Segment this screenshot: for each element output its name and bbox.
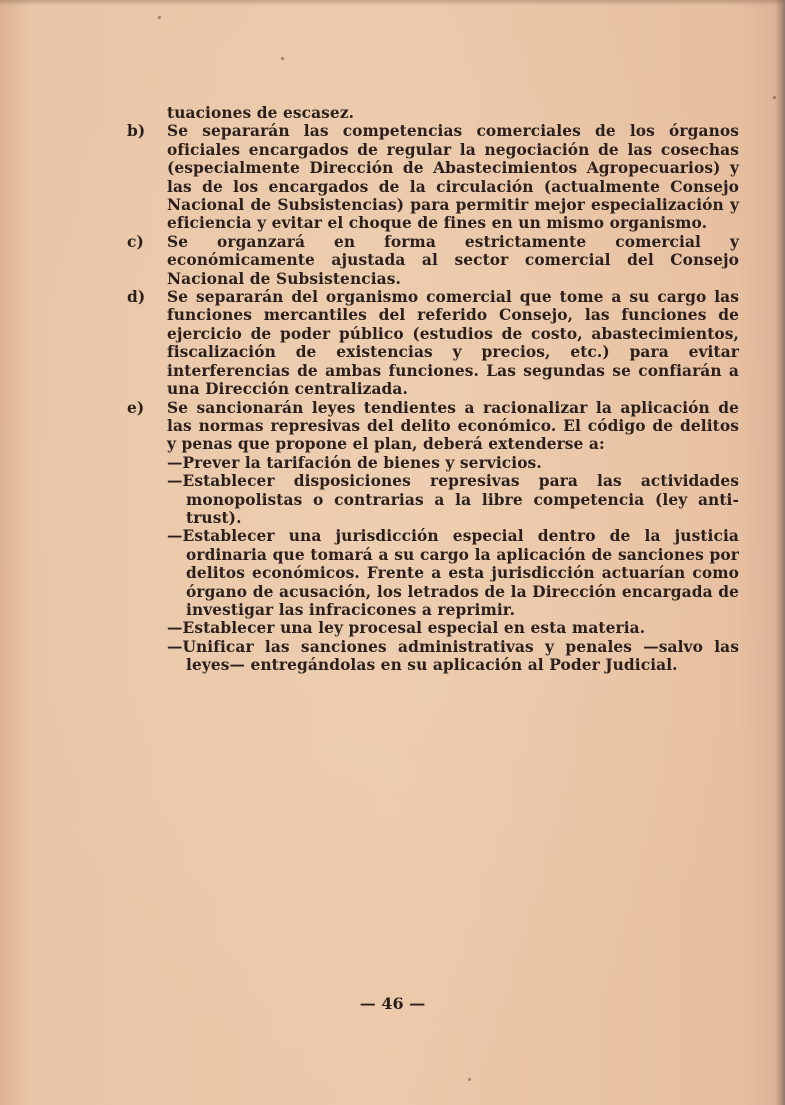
dash-list-item: —Establecer una jurisdicción especial dentro de la justicia ordinaria que tomará a su cargo la aplicación de sanciones por delitos económicos. Frente a esta jurisdicción actuarían como órgano de acusación, los letrados de la Dirección encargada de investigar las infracicones a reprimir. [167, 527, 739, 619]
body-text [127, 104, 739, 675]
dash-list [167, 454, 739, 675]
paragraph-e [127, 399, 739, 675]
paper-speck [773, 96, 776, 99]
page-number: — 46 — [359, 994, 426, 1013]
dash-list-item: —Unificar las sanciones administrativas y penales —salvo las leyes— entregándolas en su aplicación al Poder Judicial. [167, 637, 739, 675]
paragraph-d [127, 288, 739, 398]
paragraph-marker: e) [127, 398, 145, 417]
paper-speck [281, 57, 284, 60]
paper-speck [468, 1078, 471, 1081]
paragraph-marker: c) [127, 232, 144, 251]
paragraph-b [127, 122, 739, 232]
page-top-shadow [0, 0, 785, 6]
dash-list-item: —Establecer una ley procesal especial en esta materia. [167, 619, 646, 638]
paper-speck [158, 16, 161, 19]
paragraph-marker: b) [127, 122, 146, 141]
continuation-text: tuaciones de escasez. [167, 104, 355, 122]
paragraph-text: Se separarán del organismo comercial que tome a su cargo las funciones mercantiles del referido Consejo, las funciones de ejercicio de poder público (estudios de costo, abastecimientos, fiscalización de existencias y precios, etc.) para evitar interferencias de ambas funciones. Las segundas se confiarán a una Dirección centralizada. [167, 288, 739, 399]
continuation-paragraph [127, 104, 739, 122]
dash-list-item: —Prever la tarifación de bienes y servicios. [167, 453, 542, 472]
paragraph-text: Se separarán las competencias comerciales de los órganos oficiales encargados de regular la negociación de las cosechas (especialmente Dirección de Abastecimientos Agropecuarios) y las de los encargados de la circulación (actualmente Consejo Nacional de Subsistencias) para permitir mejor especialización y eficiencia y evitar el choque de fines en un mismo organismo. [167, 122, 739, 233]
paragraph-text: Se sancionarán leyes tendientes a racionalizar la aplicación de las normas represivas del delito económico. El código de delitos y penas que propone el plan, deberá extenderse a: [167, 398, 739, 454]
dash-list-item: —Establecer disposiciones represivas para las actividades monopolistas o contrarias a la libre competencia (ley anti-trust). [167, 472, 739, 527]
page-right-edge [775, 0, 785, 1105]
paragraph-e-body [167, 399, 739, 675]
paragraph-text: Se organzará en forma estrictamente comercial y económicamente ajustada al sector comercial del Consejo Nacional de Subsistencias. [167, 232, 739, 288]
paragraph-c [127, 233, 739, 288]
paragraph-marker: d) [127, 288, 146, 307]
